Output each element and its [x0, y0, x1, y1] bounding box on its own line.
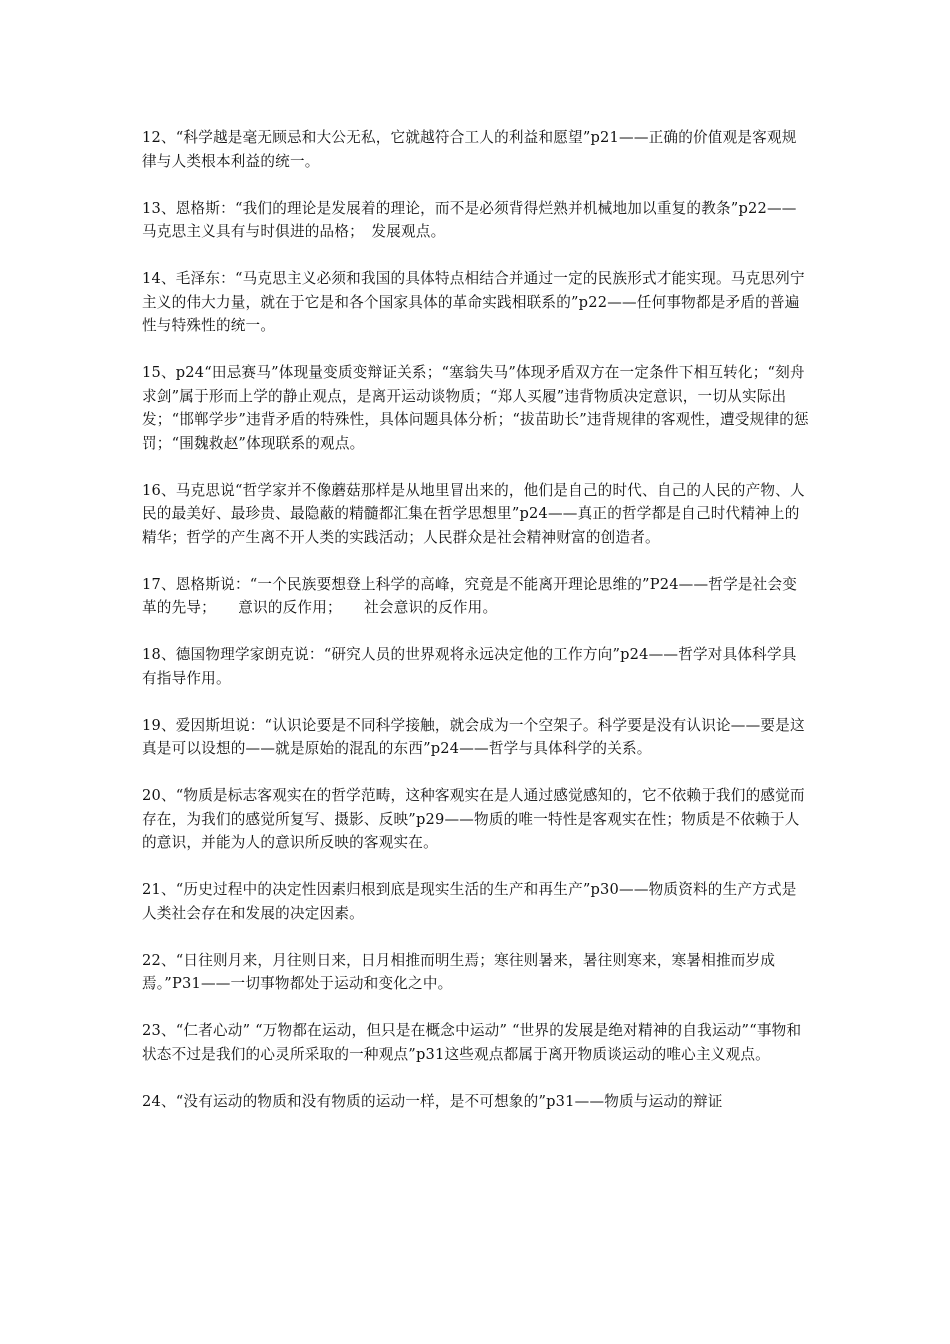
paragraph-13: 13、恩格斯：“我们的理论是发展着的理论，而不是必须背得烂熟并机械地加以重复的教条”p22——马克思主义具有与时俱进的品格； 发展观点。 — [142, 199, 797, 240]
paragraph-21: 21、“历史过程中的决定性因素归根到底是现实生活的生产和再生产”p30——物质资料的生产方式是人类社会存在和发展的决定因素。 — [142, 881, 797, 922]
paragraph-20: 20、“物质是标志客观实在的哲学范畴，这种客观实在是人通过感觉感知的，它不依赖于我们的感觉而存在，为我们的感觉所复写、摄影、反映”p29——物质的唯一特性是客观实在性；物质是不依赖于人的意识，并能为人的意识所反映的客观实在。 — [142, 787, 805, 851]
paragraph-22: 22、“日往则月来，月往则日来，日月相推而明生焉；寒往则暑来，暑往则寒来，寒暑相推而岁成焉。”P31——一切事物都处于运动和变化之中。 — [142, 951, 776, 992]
paragraph-12: 12、“科学越是毫无顾忌和大公无私，它就越符合工人的利益和愿望”p21——正确的价值观是客观规律与人类根本利益的统一。 — [142, 129, 797, 170]
paragraph-19: 19、爱因斯坦说：“认识论要是不同科学接触，就会成为一个空架子。科学要是没有认识论——要是这真是可以设想的——就是原始的混乱的东西”p24——哲学与具体科学的关系。 — [142, 716, 805, 757]
paragraph-24: 24、“没有运动的物质和没有物质的运动一样，是不可想象的”p31——物质与运动的辩证 — [142, 1092, 723, 1110]
paragraph-23: 23、“仁者心动” “万物都在运动，但只是在概念中运动” “世界的发展是绝对精神的自我运动”“事物和状态不过是我们的心灵所采取的一种观点”p31这些观点都属于离开物质谈运动的唯心主义观点。 — [142, 1022, 802, 1063]
paragraph-16: 16、马克思说“哲学家并不像蘑菇那样是从地里冒出来的，他们是自己的时代、自己的人民的产物、人民的最美好、最珍贵、最隐蔽的精髓都汇集在哲学思想里”p24——真正的哲学都是自己时代精神上的精华；哲学的产生离不开人类的实践活动；人民群众是社会精神财富的创造者。 — [142, 481, 805, 546]
paragraph-14: 14、毛泽东：“马克思主义必须和我国的具体特点相结合并通过一定的民族形式才能实现。马克思列宁主义的伟大力量，就在于它是和各个国家具体的革命实践相联系的”p22——任何事物都是矛盾的普遍性与特殊性的统一。 — [142, 270, 805, 334]
paragraph-17: 17、恩格斯说：“一个民族要想登上科学的高峰，究竟是不能离开理论思维的”P24——哲学是社会变革的先导； 意识的反作用； 社会意识的反作用。 — [142, 575, 798, 616]
paragraph-18: 18、德国物理学家朗克说：“研究人员的世界观将永远决定他的工作方向”p24——哲学对具体科学具有指导作用。 — [142, 646, 797, 687]
paragraph-15: 15、p24“田忌赛马”体现量变质变辩证关系；“塞翁失马”体现矛盾双方在一定条件下相互转化；“刻舟求剑”属于形而上学的静止观点，是离开运动谈物质；“郑人买履”违背物质决定意识，一切从实际出发；“邯郸学步”违背矛盾的特殊性，具体问题具体分析；“拔苗助长”违背规律的客观性，遭受规律的惩罚；“围魏救赵”体现联系的观点。 — [142, 364, 809, 452]
document-body — [142, 126, 810, 1137]
